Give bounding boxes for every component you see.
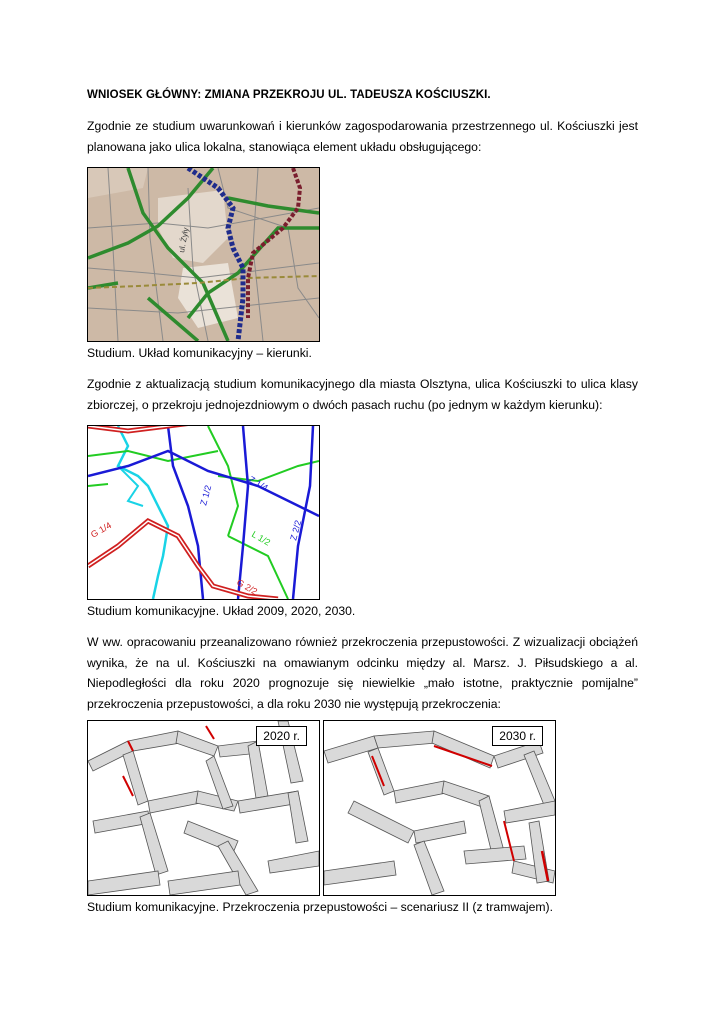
document-heading: WNIOSEK GŁÓWNY: ZMIANA PRZEKROJU UL. TADEUSZA KOŚCIUSZKI. [87, 89, 491, 101]
paragraph-capacity: W ww. opracowaniu przeanalizowano również przekroczenia przepustowości. Z wizualizacji obciążeń wynika, że na ul. Kościuszki na omawianym odcinku między al. Marsz. J. Piłsudskiego a al. Niepodległości dla roku 2020 prognozuje się niewielkie „mało istotne, praktycznie pomijalne” przekroczenia przepustowości, a dla roku 2030 nie występują przekroczenia: [87, 635, 638, 711]
road-label: G 1/4 [89, 520, 114, 540]
transport-study-map [87, 425, 320, 600]
road-label: G 2/2 [235, 577, 260, 597]
study-directions-map [87, 167, 320, 342]
caption-transport-study: Studium komunikacyjne. Układ 2009, 2020, 2030. [87, 604, 356, 618]
street-label: ul. Żyły [177, 226, 191, 254]
caption-capacity: Studium komunikacyjne. Przekroczenia przepustowości – scenariusz II (z tramwajem). [87, 900, 554, 914]
road-label: Z 1/4 [247, 474, 270, 493]
road-label: Z 1/2 [198, 484, 214, 507]
capacity-map-2020 [87, 720, 320, 896]
road-label: Z 2/2 [288, 519, 304, 542]
caption-study-directions: Studium. Układ komunikacyjny – kierunki. [87, 346, 312, 360]
paragraph-study-directions: Zgodnie ze studium uwarunkowań i kierunków zagospodarowania przestrzennego ul. Kościuszki jest planowana jako ulica lokalna, stanowiąca element układu obsługującego: [87, 119, 638, 154]
road-label: L 1/2 [250, 529, 273, 548]
year-label-2030: 2030 r. [492, 726, 543, 746]
paragraph-transport-study: Zgodnie z aktualizacją studium komunikacyjnego dla miasta Olsztyna, ulica Kościuszki to ulica klasy zbiorczej, o przekroju jednojezdniowym o dwóch pasach ruchu (po jednym w każdym kierunku): [87, 377, 638, 412]
year-label-2020: 2020 r. [256, 726, 307, 746]
capacity-map-2030 [323, 720, 556, 896]
